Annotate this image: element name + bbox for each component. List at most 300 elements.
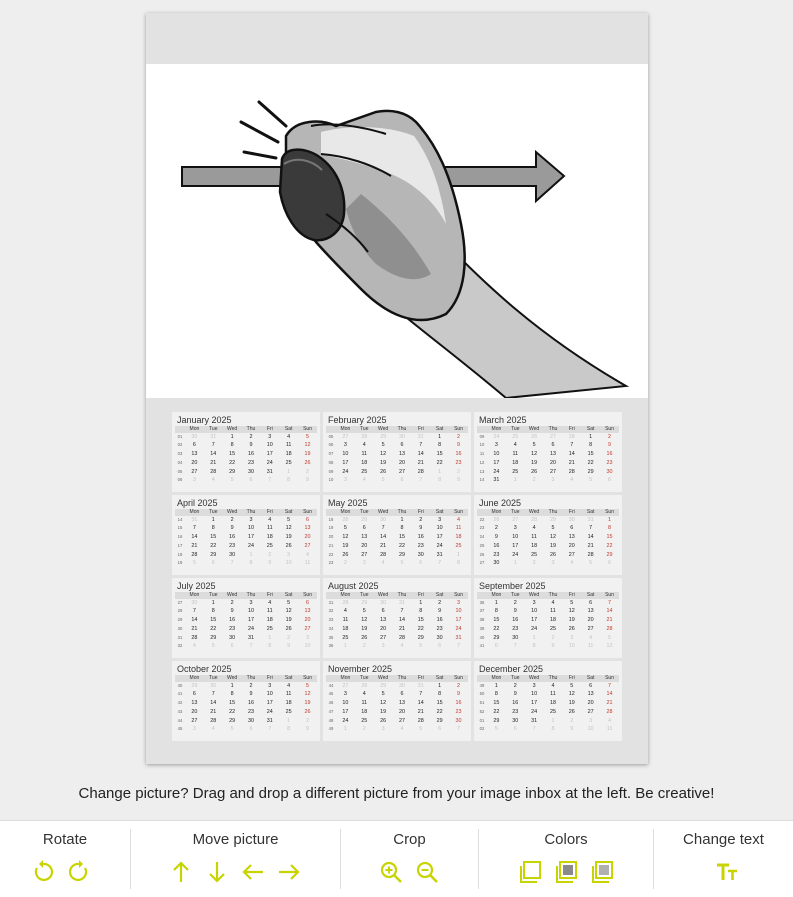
- day-cell: 13: [191, 700, 198, 707]
- week-number: 10: [328, 477, 334, 483]
- month-title: July 2025: [177, 581, 216, 591]
- day-cell: 7: [381, 525, 385, 532]
- day-cell: 9: [306, 477, 310, 484]
- weekday-header: Wed: [525, 675, 544, 682]
- day-cell: 8: [438, 477, 442, 484]
- day-cell: 23: [436, 625, 443, 632]
- editor-toolbar: [0, 820, 793, 897]
- week-number: 46: [328, 700, 334, 706]
- day-cell: 2: [457, 433, 461, 440]
- day-cell: 20: [304, 534, 311, 541]
- day-cell: 26: [285, 542, 292, 549]
- week-row: [477, 717, 619, 726]
- weekday-header: Thu: [544, 592, 563, 599]
- weekday-header: Tue: [506, 426, 525, 433]
- weekday-header: Mon: [487, 509, 506, 516]
- rotate-left-icon[interactable]: [30, 859, 56, 885]
- day-cell: 10: [455, 608, 462, 615]
- day-cell: 9: [419, 525, 423, 532]
- day-cell: 3: [249, 516, 253, 523]
- day-cell: 1: [400, 516, 404, 523]
- day-cell: 23: [512, 625, 519, 632]
- day-cell: 29: [493, 717, 500, 724]
- day-cell: 17: [247, 534, 254, 541]
- day-cell: 30: [210, 682, 217, 689]
- day-cell: 28: [417, 468, 424, 475]
- poster-photo[interactable]: [146, 64, 648, 398]
- day-cell: 4: [400, 726, 404, 733]
- day-cell: 28: [361, 682, 368, 689]
- frame-none-icon[interactable]: [517, 859, 543, 885]
- zoom-in-icon[interactable]: [378, 859, 404, 885]
- week-number: 41: [479, 643, 485, 649]
- day-cell: 2: [249, 682, 253, 689]
- day-cell: 4: [551, 682, 555, 689]
- day-cell: 15: [229, 451, 236, 458]
- week-number: 02: [479, 726, 485, 732]
- month-title: September 2025: [479, 581, 546, 591]
- weekday-header: Thu: [242, 675, 261, 682]
- day-cell: 15: [606, 534, 613, 541]
- day-cell: 22: [398, 542, 405, 549]
- day-cell: 5: [230, 477, 234, 484]
- day-cell: 2: [570, 717, 574, 724]
- week-row: [326, 551, 468, 560]
- week-row: [175, 708, 317, 717]
- day-cell: 26: [568, 708, 575, 715]
- day-cell: 29: [606, 551, 613, 558]
- day-cell: 24: [531, 708, 538, 715]
- arrow-right-icon[interactable]: [276, 859, 302, 885]
- day-cell: 9: [306, 726, 310, 733]
- week-row: [175, 699, 317, 708]
- day-cell: 22: [229, 708, 236, 715]
- weekday-header: Wed: [525, 426, 544, 433]
- day-cell: 7: [608, 682, 612, 689]
- weekday-header: Fri: [562, 509, 581, 516]
- weekday-header: Tue: [355, 509, 374, 516]
- week-row: [175, 717, 317, 726]
- month-grid: [175, 675, 317, 734]
- month-grid: [175, 509, 317, 568]
- week-row: [477, 682, 619, 691]
- day-cell: 11: [304, 560, 311, 567]
- day-cell: 27: [587, 708, 594, 715]
- week-row: [477, 433, 619, 442]
- day-cell: 24: [247, 542, 254, 549]
- zoom-out-icon[interactable]: [414, 859, 440, 885]
- week-number: 24: [479, 534, 485, 540]
- day-cell: 19: [304, 451, 311, 458]
- day-cell: 24: [493, 433, 500, 440]
- day-cell: 7: [192, 525, 196, 532]
- weekday-header: Sun: [298, 509, 317, 516]
- day-cell: 5: [362, 608, 366, 615]
- week-row: [477, 524, 619, 533]
- day-cell: 20: [587, 700, 594, 707]
- day-cell: 7: [513, 643, 517, 650]
- month-block: [172, 412, 320, 492]
- day-cell: 25: [455, 542, 462, 549]
- day-cell: 1: [268, 634, 272, 641]
- weekday-header: Mon: [487, 675, 506, 682]
- day-cell: 21: [210, 459, 217, 466]
- week-number: 06: [328, 442, 334, 448]
- weekday-header: Sun: [449, 509, 468, 516]
- day-cell: 12: [606, 643, 613, 650]
- month-title: June 2025: [479, 498, 522, 508]
- day-cell: 11: [587, 643, 594, 650]
- week-number: 10: [479, 442, 485, 448]
- day-cell: 20: [380, 625, 387, 632]
- weekday-header: Fri: [411, 509, 430, 516]
- weekday-header: Thu: [544, 509, 563, 516]
- frame-gray-icon[interactable]: [553, 859, 579, 885]
- day-cell: 3: [343, 691, 347, 698]
- month-grid: [477, 426, 619, 485]
- day-cell: 26: [304, 708, 311, 715]
- weekday-header: Fri: [260, 675, 279, 682]
- week-number: 49: [328, 726, 334, 732]
- month-block: [323, 412, 471, 492]
- day-cell: 11: [361, 451, 368, 458]
- week-number: 43: [177, 708, 183, 714]
- day-cell: 6: [570, 525, 574, 532]
- day-cell: 8: [608, 525, 612, 532]
- day-cell: 4: [400, 643, 404, 650]
- day-cell: 13: [587, 608, 594, 615]
- week-row: [175, 450, 317, 459]
- day-cell: 15: [210, 534, 217, 541]
- day-cell: 17: [512, 542, 519, 549]
- week-row: [477, 559, 619, 568]
- day-cell: 1: [438, 468, 442, 475]
- rotate-right-icon[interactable]: [66, 859, 92, 885]
- day-cell: 23: [455, 708, 462, 715]
- day-cell: 17: [342, 708, 349, 715]
- day-cell: 21: [380, 542, 387, 549]
- day-cell: 18: [531, 542, 538, 549]
- day-cell: 1: [438, 433, 442, 440]
- day-cell: 30: [191, 433, 198, 440]
- day-cell: 2: [551, 634, 555, 641]
- day-cell: 9: [249, 442, 253, 449]
- day-cell: 30: [436, 634, 443, 641]
- week-number: 33: [328, 617, 334, 623]
- day-cell: 15: [436, 451, 443, 458]
- day-cell: 30: [229, 634, 236, 641]
- arrow-down-icon[interactable]: [204, 859, 230, 885]
- week-number: 03: [177, 451, 183, 457]
- day-cell: 28: [191, 634, 198, 641]
- day-cell: 1: [343, 643, 347, 650]
- day-cell: 7: [211, 691, 215, 698]
- weekday-header: Mon: [185, 675, 204, 682]
- day-cell: 16: [512, 700, 519, 707]
- week-number: 14: [177, 516, 183, 522]
- day-cell: 9: [457, 442, 461, 449]
- week-number: 26: [479, 551, 485, 557]
- week-row: [477, 708, 619, 717]
- day-cell: 28: [361, 433, 368, 440]
- day-cell: 15: [417, 617, 424, 624]
- week-row: [477, 599, 619, 608]
- day-cell: 28: [210, 468, 217, 475]
- day-cell: 11: [606, 726, 613, 733]
- day-cell: 26: [361, 634, 368, 641]
- week-row: [326, 690, 468, 699]
- day-cell: 4: [362, 691, 366, 698]
- day-cell: 8: [457, 560, 461, 567]
- day-cell: 31: [417, 682, 424, 689]
- month-grid: [477, 592, 619, 651]
- week-number: 29: [177, 617, 183, 623]
- day-cell: 28: [606, 625, 613, 632]
- day-cell: 26: [304, 459, 311, 466]
- day-cell: 12: [549, 534, 556, 541]
- day-cell: 22: [436, 708, 443, 715]
- day-cell: 6: [419, 560, 423, 567]
- weekday-header: Thu: [393, 675, 412, 682]
- day-cell: 27: [191, 468, 198, 475]
- day-cell: 8: [438, 442, 442, 449]
- day-cell: 13: [398, 700, 405, 707]
- day-cell: 4: [343, 608, 347, 615]
- weekday-header: Tue: [204, 675, 223, 682]
- day-cell: 8: [589, 442, 593, 449]
- day-cell: 4: [268, 516, 272, 523]
- day-cell: 11: [550, 691, 556, 698]
- colors-group: [479, 821, 653, 897]
- day-cell: 6: [513, 726, 517, 733]
- day-cell: 31: [455, 634, 462, 641]
- day-cell: 21: [587, 542, 594, 549]
- week-row: [477, 607, 619, 616]
- weekday-header: Wed: [374, 426, 393, 433]
- day-cell: 14: [191, 617, 198, 624]
- week-number: 42: [177, 700, 183, 706]
- day-cell: 7: [192, 608, 196, 615]
- day-cell: 17: [436, 534, 443, 541]
- week-number: 18: [328, 516, 334, 522]
- week-number: 05: [177, 468, 183, 474]
- day-cell: 21: [191, 542, 198, 549]
- day-cell: 28: [210, 717, 217, 724]
- month-grid: [477, 675, 619, 734]
- day-cell: 10: [247, 525, 254, 532]
- text-size-icon[interactable]: [714, 859, 740, 885]
- weekday-header: Sat: [279, 426, 298, 433]
- crop-group: [341, 821, 478, 897]
- day-cell: 7: [268, 477, 272, 484]
- day-cell: 10: [247, 608, 254, 615]
- week-row: [326, 450, 468, 459]
- day-cell: 4: [306, 551, 310, 558]
- day-cell: 3: [362, 560, 366, 567]
- day-cell: 4: [551, 599, 555, 606]
- day-cell: 31: [266, 468, 273, 475]
- day-cell: 13: [191, 451, 198, 458]
- month-title: November 2025: [328, 664, 393, 674]
- week-row: [326, 468, 468, 477]
- day-cell: 1: [249, 551, 253, 558]
- day-cell: 14: [398, 617, 405, 624]
- day-cell: 22: [210, 625, 217, 632]
- day-cell: 3: [381, 726, 385, 733]
- day-cell: 19: [568, 617, 575, 624]
- weekday-header: Wed: [525, 509, 544, 516]
- day-cell: 20: [549, 459, 556, 466]
- arrow-left-icon[interactable]: [240, 859, 266, 885]
- week-row: [326, 625, 468, 634]
- frame-dark-icon[interactable]: [589, 859, 615, 885]
- day-cell: 1: [230, 433, 234, 440]
- day-cell: 9: [230, 525, 234, 532]
- day-cell: 22: [587, 459, 594, 466]
- day-cell: 22: [436, 459, 443, 466]
- day-cell: 10: [304, 643, 311, 650]
- day-cell: 28: [380, 551, 387, 558]
- month-grid: [326, 426, 468, 485]
- weekday-header: Thu: [242, 426, 261, 433]
- day-cell: 12: [304, 442, 311, 449]
- day-cell: 18: [512, 459, 519, 466]
- day-cell: 8: [438, 691, 442, 698]
- day-cell: 24: [342, 468, 349, 475]
- day-cell: 9: [570, 726, 574, 733]
- week-row: [477, 625, 619, 634]
- week-number: 52: [479, 708, 485, 714]
- week-number: 31: [177, 634, 183, 640]
- day-cell: 2: [608, 433, 612, 440]
- day-cell: 3: [343, 442, 347, 449]
- day-cell: 24: [512, 551, 519, 558]
- month-block: [474, 495, 622, 575]
- month-title: March 2025: [479, 415, 527, 425]
- week-row: [175, 682, 317, 691]
- weekday-header: Tue: [355, 675, 374, 682]
- week-row: [175, 559, 317, 568]
- day-cell: 2: [268, 551, 272, 558]
- weekday-header: Mon: [336, 509, 355, 516]
- weekday-header: Tue: [355, 592, 374, 599]
- day-cell: 4: [211, 477, 215, 484]
- day-cell: 6: [438, 726, 442, 733]
- day-cell: 26: [493, 516, 500, 523]
- day-cell: 10: [342, 700, 349, 707]
- day-cell: 12: [285, 525, 292, 532]
- rotate-group: [0, 821, 130, 897]
- day-cell: 2: [513, 599, 517, 606]
- month-title: April 2025: [177, 498, 218, 508]
- week-number: 04: [177, 459, 183, 465]
- weekday-header: Sun: [600, 675, 619, 682]
- day-cell: 27: [361, 551, 368, 558]
- day-cell: 30: [380, 599, 387, 606]
- change-text-group: [654, 821, 793, 897]
- day-cell: 26: [285, 625, 292, 632]
- week-number: 08: [328, 459, 334, 465]
- week-number: 40: [177, 682, 183, 688]
- week-number: 27: [479, 560, 485, 566]
- day-cell: 16: [455, 451, 462, 458]
- day-cell: 3: [249, 599, 253, 606]
- day-cell: 16: [229, 534, 236, 541]
- day-cell: 29: [380, 433, 387, 440]
- arrow-up-icon[interactable]: [168, 859, 194, 885]
- day-cell: 25: [531, 551, 538, 558]
- week-row: [175, 625, 317, 634]
- weekday-header: Fri: [562, 426, 581, 433]
- week-number: 09: [328, 468, 334, 474]
- week-row: [175, 476, 317, 485]
- day-cell: 31: [210, 433, 217, 440]
- week-row: [326, 616, 468, 625]
- day-cell: 13: [549, 451, 556, 458]
- day-cell: 20: [568, 542, 575, 549]
- day-cell: 12: [380, 700, 387, 707]
- day-cell: 27: [304, 542, 311, 549]
- day-cell: 8: [230, 691, 234, 698]
- day-cell: 26: [342, 551, 349, 558]
- day-cell: 5: [306, 433, 310, 440]
- weekday-header: Fri: [411, 675, 430, 682]
- day-cell: 6: [494, 643, 498, 650]
- weekday-header: Thu: [242, 509, 261, 516]
- day-cell: 29: [549, 516, 556, 523]
- day-cell: 22: [493, 625, 500, 632]
- day-cell: 21: [417, 708, 424, 715]
- week-number: 44: [177, 717, 183, 723]
- day-cell: 30: [455, 717, 462, 724]
- day-cell: 7: [419, 691, 423, 698]
- day-cell: 2: [287, 634, 291, 641]
- day-cell: 8: [551, 726, 555, 733]
- day-cell: 19: [531, 459, 538, 466]
- weekday-header: Mon: [487, 592, 506, 599]
- week-row: [477, 542, 619, 551]
- day-cell: 21: [568, 459, 575, 466]
- day-cell: 5: [343, 525, 347, 532]
- day-cell: 18: [285, 700, 292, 707]
- week-row: [326, 441, 468, 450]
- day-cell: 29: [380, 682, 387, 689]
- weekday-header: Thu: [393, 592, 412, 599]
- day-cell: 18: [361, 459, 368, 466]
- week-number: 13: [479, 468, 485, 474]
- day-cell: 3: [343, 477, 347, 484]
- week-row: [326, 708, 468, 717]
- day-cell: 12: [568, 608, 575, 615]
- day-cell: 4: [362, 477, 366, 484]
- day-cell: 8: [230, 442, 234, 449]
- month-title: February 2025: [328, 415, 387, 425]
- day-cell: 15: [587, 451, 594, 458]
- day-cell: 1: [287, 468, 291, 475]
- day-cell: 20: [398, 708, 405, 715]
- month-title: January 2025: [177, 415, 232, 425]
- day-cell: 18: [549, 700, 556, 707]
- day-cell: 28: [568, 468, 575, 475]
- day-cell: 6: [438, 643, 442, 650]
- day-cell: 16: [606, 451, 613, 458]
- month-grid: [326, 592, 468, 651]
- day-cell: 7: [230, 560, 234, 567]
- day-cell: 8: [400, 525, 404, 532]
- day-cell: 10: [493, 451, 500, 458]
- day-cell: 19: [304, 700, 311, 707]
- day-cell: 17: [266, 451, 273, 458]
